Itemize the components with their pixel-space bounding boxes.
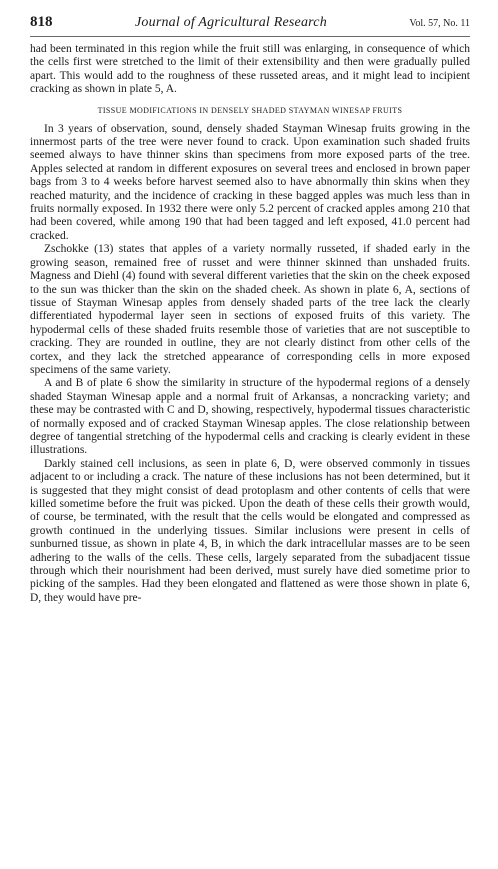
paragraph: In 3 years of observation, sound, densely shaded Stayman Winesap fruits growing in the innermost parts of the tree were never found to crack. Upon examination such shaded fruits seemed always to have thinner skins than specimens from more exposed parts of the tree. Apples selected at random in different exposures on several trees and enclosed in brown paper bags from 3 to 4 weeks before harvest seemed also to have abnormally thin skins when they reached maturity, and the incidence of cracking in these bagged apples was much less than in fruits normally exposed. In 1932 there were only 5.2 percent of cracked apples among 210 that had been covered, while among 190 that had been tagged and left exposed, 41.0 percent had cracked. (30, 122, 470, 242)
paragraph-continued: had been terminated in this region while the fruit still was enlarging, in consequence of which the cells first were stretched to the limit of their extensibility and then were gradually pulled apart. This would add to the roughness of these russeted areas, and it might lead to incipient cracking as shown in plate 5, A. (30, 43, 470, 96)
paragraph: A and B of plate 6 show the similarity in structure of the hypodermal regions of a densely shaded Stayman Winesap apple and a normal fruit of Arkansas, a noncracking variety; and these may be contrasted with C and D, showing, respectively, hypodermal tissues characteristic of normally exposed and of cracked Stayman Winesap apples. The close relationship between degree of tangential stretching of the hypodermal cells and cracking is clearly evident in these illustrations. (30, 377, 470, 457)
section-heading: TISSUE MODIFICATIONS IN DENSELY SHADED STAYMAN WINESAP FRUITS (97, 105, 403, 115)
page-number: 818 (30, 14, 53, 30)
volume-info: Vol. 57, No. 11 (409, 18, 470, 29)
paragraph: Darkly stained cell inclusions, as seen in plate 6, D, were observed commonly in tissues adjacent to or including a crack. The nature of these inclusions has not been determined, but it is suggested that they might consist of dead protoplasm and other contents of cells that were killed sometime before the fruit was picked. Upon the death of these cells their growth would, of course, be terminated, with the result that the cells would be elongated and compressed as growth continued in the underlying tissues. Similar inclusions were present in cells of sunburned tissue, as shown in plate 4, B, in which the dark intracellular masses are to be seen adhering to the walls of the cells. These cells, largely separated from the subadjacent tissue through which their nourishment had been derived, must surely have died sometime prior to picking of the samples. Had they been elongated and flattened as were those shown in plate 6, D, they would have pre- (30, 457, 470, 604)
journal-page (30, 14, 470, 605)
journal-title: Journal of Agricultural Research (135, 15, 327, 30)
running-header (30, 14, 470, 37)
paragraph: Zschokke (13) states that apples of a variety normally russeted, if shaded early in the growing season, remained free of russet and were thinner skinned than unshaded fruits. Magness and Diehl (4) found with several different varieties that the skin on the cheek exposed to the sun was thicker than the skin on the shaded cheek. As shown in plate 6, A, sections of tissue of Stayman Winesap apples from densely shaded parts of the tree lack the clearly differentiated hypodermal layer seen in sections of exposed fruits of this variety. The hypodermal cells of these shaded fruits resemble those of varieties that are not susceptible to cracking. They are rounded in outline, they are not clearly distinct from other cells of the cortex, and they lack the stretched appearance of corresponding cells in more exposed specimens of the same variety. (30, 243, 470, 376)
